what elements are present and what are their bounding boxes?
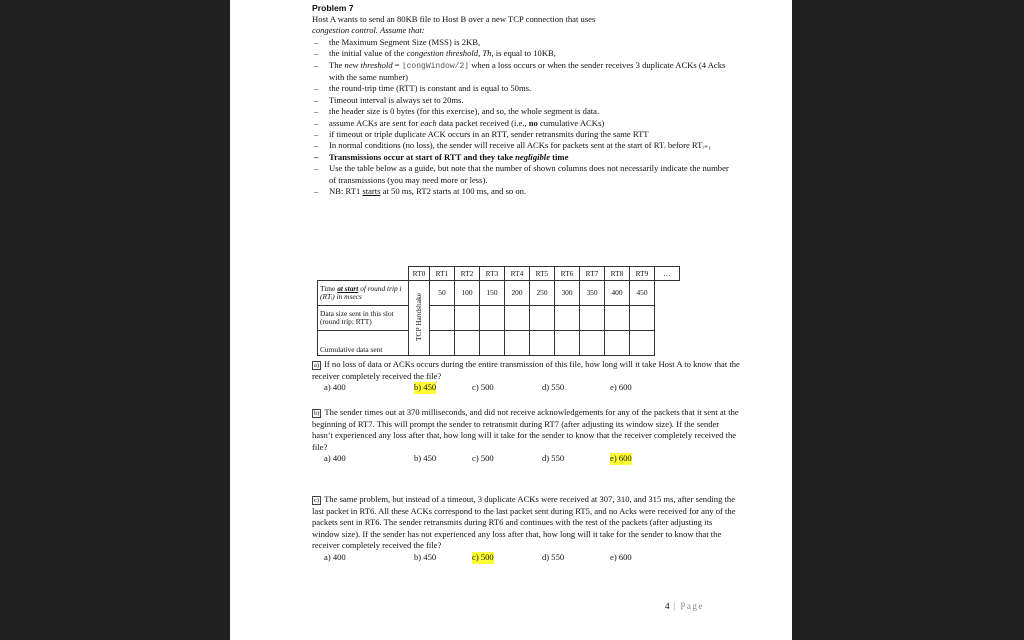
answer-option[interactable]: a) 400 [324,382,346,393]
page-label: Page [680,601,704,611]
table-cell [430,331,455,356]
row-label: Time at start of round trip i (RTᵢ) in msecs [318,281,409,306]
list-item: – The new threshold = ⌊congWindow/2⌋ when a loss occurs or when the sender receives 3 duplicate ACKs (4 Acks with the same number) [312,60,732,84]
answer-option[interactable]: d) 550 [542,551,565,562]
table-header: RT1 [430,267,455,281]
answer-option-selected[interactable]: c) 500 [472,551,494,562]
question-c [312,494,740,564]
intro-line: congestion control. Assume that: [312,25,425,36]
answer-options [312,382,740,394]
question-text: The same problem, but instead of a timeout, 3 duplicate ACKs were received at 307, 310, and 315 ms, after sending the last packet in RT6. All these ACKs correspond to the last packet sent during RT5, and no Acks were received for any of the packets sent in RT6. The sender retransmits during RT6 and continues with the rest of the packets (after adjusting its window size). If the sender has not experienced any loss after that, how long will it take for the sender to know that the receiver completely received the file? [312,494,736,551]
answer-option[interactable]: a) 400 [324,551,346,562]
table-cell: 450 [630,281,655,306]
question-text: If no loss of data or ACKs occurs during the entire transmission of this file, how long will it take Host A to know that the receiver completely received the file? [312,359,740,381]
list-item: – the initial value of the congestion threshold, Th, is equal to 10KB, [312,48,732,59]
answer-options [312,453,740,465]
table-cell [480,331,505,356]
table-cell: 350 [580,281,605,306]
answer-options [312,552,740,564]
question-b [312,407,740,465]
table-header: RT0 [409,267,430,281]
table-cell [530,331,555,356]
table-cell: 400 [605,281,630,306]
table-cell [605,331,630,356]
assumption-list [312,37,732,198]
table-header: RT3 [480,267,505,281]
table-header: RT5 [530,267,555,281]
table-cell [630,331,655,356]
answer-option[interactable]: e) 600 [610,551,632,562]
table-row [318,331,680,356]
question-tag: c) [314,497,320,504]
answer-option[interactable]: b) 450 [414,551,437,562]
list-item: – the round-trip time (RTT) is constant and is equal to 50ms. [312,83,732,94]
table-cell [505,306,530,331]
table-cell: 200 [505,281,530,306]
intro-line: Host A wants to send an 80KB file to Host B over a new TCP connection that uses [312,14,596,24]
table-cell [630,306,655,331]
table-cell [455,306,480,331]
table-header-row [318,267,680,281]
table-row [318,306,680,331]
table-cell: 150 [480,281,505,306]
list-item: – Transmissions occur at start of RTT and they take negligible time [312,152,732,163]
table-header: RT4 [505,267,530,281]
list-item: – Timeout interval is always set to 20ms. [312,95,732,106]
answer-option[interactable]: e) 600 [610,382,632,393]
table-header: RT7 [580,267,605,281]
question-text: The sender times out at 370 milliseconds, and did not receive acknowledgements for any of the packets that it sent at the beginning of RT7. This will prompt the sender to retransmit during RT7 (after adjusting its window size). If the sender hasn’t experienced any loss after that, how long will it take for the sender to know that the receiver completely received the file? [312,407,739,452]
table-cell: 300 [555,281,580,306]
list-item: – if timeout or triple duplicate ACK occurs in an RTT, sender retransmits during the same RTT [312,129,732,140]
page-footer: 4 | Page [665,601,704,611]
list-item: – the Maximum Segment Size (MSS) is 2KB, [312,37,732,48]
answer-option[interactable]: a) 400 [324,453,346,464]
table-cell [555,306,580,331]
list-item: – NB: RT1 starts at 50 ms, RT2 starts at 100 ms, and so on. [312,186,732,197]
question-tag: a) [314,362,320,369]
table-row [318,281,680,306]
table-header: RT2 [455,267,480,281]
question-a [312,359,740,394]
table-cell [580,331,605,356]
answer-option[interactable]: c) 500 [472,453,494,464]
rtt-table [317,266,680,356]
answer-option-selected[interactable]: b) 450 [414,382,437,393]
table-cell: 50 [430,281,455,306]
table-header: RT9 [630,267,655,281]
answer-option[interactable]: b) 450 [414,453,437,464]
table-cell: 250 [530,281,555,306]
problem-title: Problem 7 [312,3,354,13]
question-tag: b) [314,410,320,417]
document-page [230,0,792,640]
table-cell [555,331,580,356]
table-cell [605,306,630,331]
list-item: – In normal conditions (no loss), the sender will receive all ACKs for packets sent at the start of RTᵢ before RTᵢ₊₁ [312,140,732,151]
list-item: – assume ACKs are sent for each data packet received (i.e., no cumulative ACKs) [312,118,732,129]
table-cell [430,306,455,331]
table-cell [580,306,605,331]
table-cell [530,306,555,331]
table-header: RT6 [555,267,580,281]
page-number: 4 [665,601,670,611]
table-cell: 100 [455,281,480,306]
list-item: – Use the table below as a guide, but note that the number of shown columns does not necessarily indicate the number of transmissions (you may need more or less). [312,163,732,186]
tcp-handshake-cell: TCP Handshake [409,281,430,356]
list-item: – the header size is 0 bytes (for this exercise), and so, the whole segment is data. [312,106,732,117]
answer-option[interactable]: d) 550 [542,382,565,393]
table-cell [480,306,505,331]
row-label: Data size sent in this slot (round trip: RTT) [318,306,409,331]
answer-option[interactable]: c) 500 [472,382,494,393]
answer-option[interactable]: d) 550 [542,453,565,464]
row-label: Cumulative data sent [318,331,409,356]
table-header: … [655,267,680,281]
table-header: RT8 [605,267,630,281]
table-cell [455,331,480,356]
table-cell [505,331,530,356]
problem-text [312,3,732,198]
answer-option-selected[interactable]: e) 600 [610,453,632,464]
